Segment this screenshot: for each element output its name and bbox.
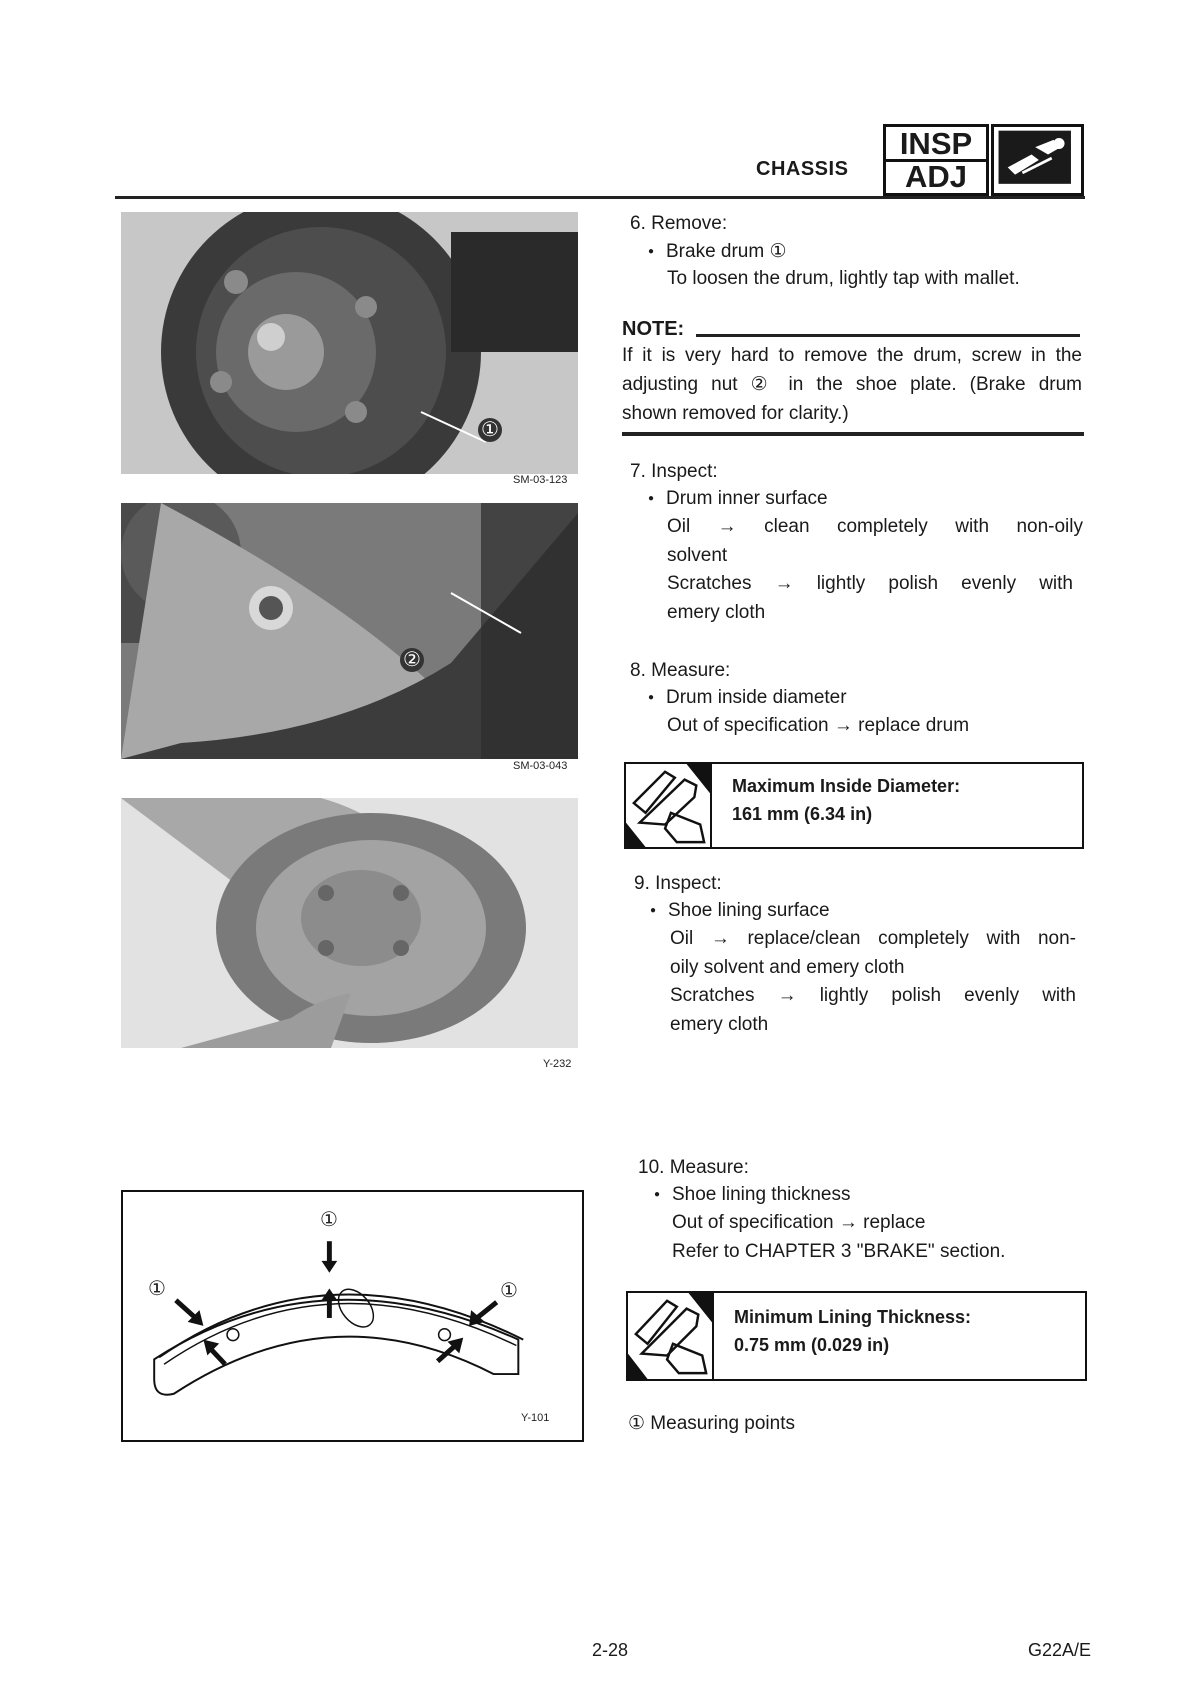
note-label: NOTE:	[622, 318, 685, 340]
step-6-heading: 6. Remove:	[630, 213, 728, 234]
step-7-line-1: Oil → clean completely with non-oily	[667, 516, 1083, 537]
step-9-heading: 9. Inspect:	[634, 873, 722, 894]
spec-label: Minimum Lining Thickness:	[734, 1307, 972, 1327]
step-6-detail: To loosen the drum, lightly tap with mallet.	[667, 268, 1020, 289]
figure-caption: SM-03-123	[513, 474, 568, 486]
step-10-line-1: Out of specification → replace	[672, 1212, 926, 1233]
spec-label: Maximum Inside Diameter:	[732, 776, 961, 796]
step-9-bullet: ● Shoe lining surface	[650, 900, 830, 922]
step-9-line-1: Oil → replace/clean completely with non-	[670, 928, 1076, 949]
step-10-line-2: Refer to CHAPTER 3 "BRAKE" section.	[672, 1241, 1006, 1262]
badge-adj: ADJ	[904, 158, 967, 194]
step-9-line-2: oily solvent and emery cloth	[670, 957, 905, 978]
adjusting-nut-photo	[121, 503, 578, 759]
step-7-line-2: solvent	[667, 545, 728, 566]
step-6-bullet: ● Brake drum ①	[648, 240, 787, 263]
note-line-1: If it is very hard to remove the drum, screw in the	[622, 345, 1082, 366]
note-rule	[696, 334, 1080, 337]
min-lining-thickness-spec	[626, 1291, 1087, 1381]
note-line-2: adjusting nut ② in the shoe plate. (Brake drum	[622, 374, 1082, 395]
diagram-callout-left: ①	[148, 1278, 166, 1300]
callout-2-photo2: ②	[400, 648, 424, 672]
model-code: G22A/E	[1028, 1640, 1092, 1660]
step-9-line-3: Scratches → lightly polish evenly with	[670, 985, 1076, 1006]
brake-drum-photo	[121, 212, 578, 474]
figure-caption: Y-232	[543, 1058, 572, 1070]
step-8-heading: 8. Measure:	[630, 660, 731, 681]
step-8-bullet: ● Drum inside diameter	[648, 687, 847, 709]
caliper-icon	[628, 1293, 714, 1379]
step-7-bullet: ● Drum inner surface	[648, 488, 828, 510]
badge-insp: INSP	[886, 129, 986, 162]
step-7-line-4: emery cloth	[667, 602, 766, 623]
callout-1-photo1: ①	[478, 418, 502, 442]
note-line-3: shown removed for clarity.)	[622, 403, 849, 424]
step-10-heading: 10. Measure:	[638, 1157, 749, 1178]
step-7-line-3: Scratches → lightly polish evenly with	[667, 573, 1073, 594]
drum-inner-surface-photo	[121, 798, 578, 1048]
diagram-callout-right: ①	[500, 1280, 518, 1302]
insp-adj-badge	[883, 124, 989, 196]
spec-value: 0.75 mm (0.029 in)	[734, 1335, 890, 1355]
header-rule	[115, 196, 1085, 199]
measuring-points-legend: ① Measuring points	[628, 1413, 796, 1434]
step-8-line-1: Out of specification → replace drum	[667, 715, 970, 736]
step-7-heading: 7. Inspect:	[630, 461, 718, 482]
spec-value: 161 mm (6.34 in)	[732, 804, 873, 824]
note-end-rule	[622, 432, 1084, 436]
step-10-bullet: ● Shoe lining thickness	[654, 1184, 851, 1206]
page-number: 2-28	[592, 1640, 629, 1660]
diagram-callout-top: ①	[320, 1209, 338, 1231]
caliper-icon	[626, 764, 712, 847]
step-9-line-4: emery cloth	[670, 1014, 769, 1035]
max-inside-diameter-spec	[624, 762, 1084, 849]
wrench-hand-icon	[991, 124, 1084, 196]
shoe-lining-diagram	[121, 1190, 584, 1442]
figure-caption: SM-03-043	[513, 760, 568, 772]
figure-caption: Y-101	[521, 1412, 550, 1424]
section-title: CHASSIS	[756, 158, 849, 180]
